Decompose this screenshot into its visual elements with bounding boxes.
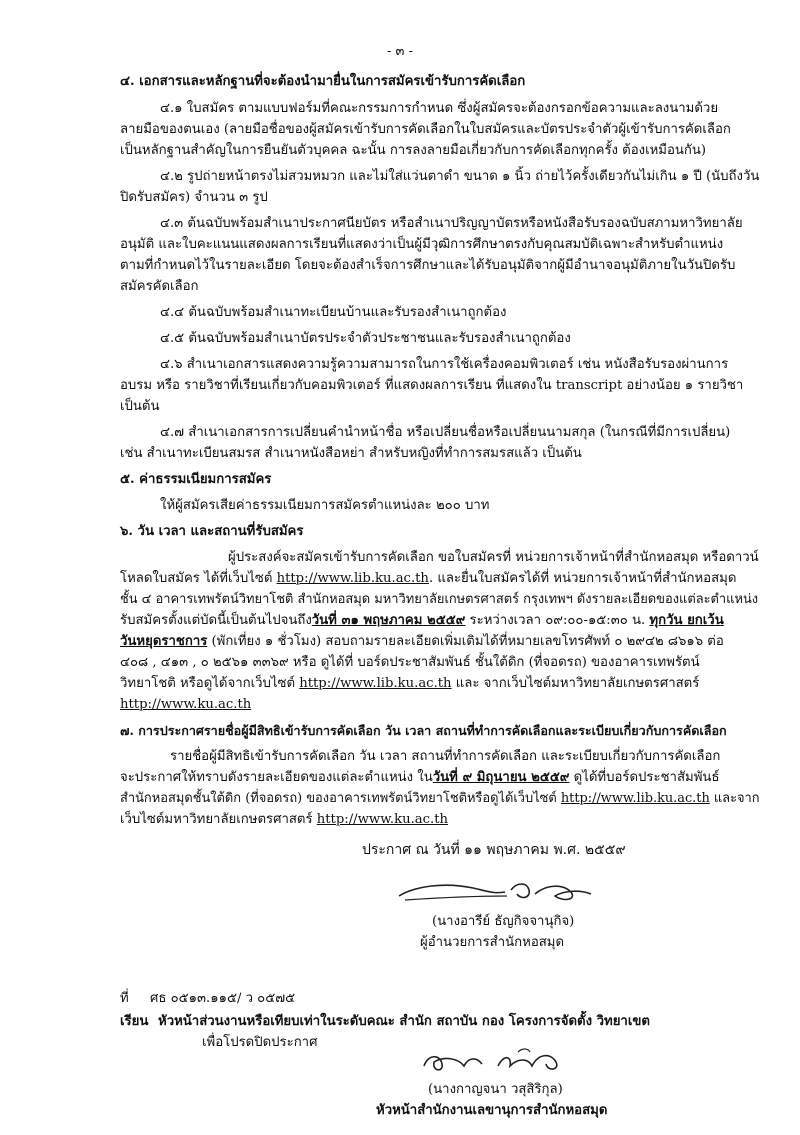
section7-line2-text-a: จะประกาศให้ทราบดังรายละเอียดของแต่ละตำแหน่ง ใน bbox=[120, 770, 433, 785]
section6-line3: ชั้น ๔ อาคารเทพรัตน์วิทยาโชติ สำนักหอสมุด มหาวิทยาลัยเกษตรศาสตร์ กรุงเทพฯ ดังรายละเอียดของแต่ละตำแหน่ง bbox=[120, 592, 759, 607]
holiday-text: วันหยุดราชการ bbox=[120, 634, 208, 649]
ku-website-link[interactable]: http://www.ku.ac.th bbox=[120, 697, 252, 712]
section4-item7-line2: เช่น สำเนาทะเบียนสมรส สำเนาหนังสือหย่า สำหรับหญิงที่ทำการสมรสแล้ว เป็นต้น bbox=[120, 446, 582, 461]
section6-line4-text-a: รับสมัครตั้งแต่บัดนี้เป็นต้นไปจนถึง bbox=[120, 613, 312, 628]
section4-item3-line2: อนุมัติ และใบคะแนนแสดงผลการเรียนที่แสดงว่าเป็นผู้มีวุฒิการศึกษาตรงกับคุณสมบัติเฉพาะสำหรับตำแหน่ง bbox=[120, 237, 724, 252]
lib-website-link-2[interactable]: http://www.lib.ku.ac.th bbox=[299, 676, 452, 691]
section7-line3-text-a: สำนักหอสมุดชั้นใต้ดิก (ที่จอดรถ) ของอาคารเทพรัตน์วิทยาโชติหรือดูได้เว็บไซต์ bbox=[120, 791, 561, 806]
section6-line6: ๔๐๘ , ๔๑๓ , ๐ ๒๕๖๑ ๓๓๖๙ หรือ ดูได้ที่ บอร์ดประชาสัมพันธ์ ชั้นใต้ดิก (ที่จอดรถ) ของอาคารเทพรัตน์ bbox=[120, 655, 700, 670]
section4-item6-line2: อบรม หรือ รายวิชาที่เรียนเกี่ยวกับคอมพิวเตอร์ ที่แสดงผลการเรียน ที่แสดงใน transcript อย่างน้อย ๑ รายวิชา bbox=[120, 378, 744, 393]
section4-item1-line2: ลายมือของตนเอง (ลายมือชื่อของผู้สมัครเข้ารับการคัดเลือกในใบสมัครและบัตรประจำตัวผู้เข้ารับการคัดเลือก bbox=[120, 122, 731, 137]
announcement-date: ประกาศ ณ วันที่ ๑๑ พฤษภาคม พ.ศ. ๒๕๕๙ bbox=[362, 842, 626, 858]
every-day-except: ทุกวัน ยกเว้น bbox=[649, 613, 724, 628]
section7-line4-text-a: เว็บไซต์มหาวิทยาลัยเกษตรศาสตร์ bbox=[120, 812, 317, 827]
section4-item1-line1: ๔.๑ ใบสมัคร ตามแบบฟอร์มที่คณะกรรมการกำหนด ซึ่งผู้สมัครจะต้องกรอกข้อความและลงนามด้วย bbox=[160, 101, 719, 116]
director-name: (นางอารีย์ ธัญกิจจานุกิจ) bbox=[432, 914, 575, 929]
section4-item2-line2: ปิดรับสมัคร) จำนวน ๓ รูป bbox=[120, 190, 268, 205]
section4-item3-line3: ตามที่กำหนดไว้ในรายละเอียด โดยจะต้องสำเร็จการศึกษาและได้รับอนุมัติจากผู้มีอำนาจอนุมัติภายในวันปิดรับ bbox=[120, 258, 736, 273]
announce-date: วันที่ ๙ มิถุนายน ๒๕๕๙ bbox=[432, 770, 570, 785]
section6-line5-text-b: (พักเที่ยง ๑ ชั่วโมง) สอบถามรายละเอียดเพิ่มเติมได้ที่หมายเลขโทรศัพท์ ๐ ๒๙๔๒ ๘๖๑๖ ต่อ bbox=[207, 634, 724, 649]
section4-item7-line1: ๔.๗ สำเนาเอกสารการเปลี่ยนคำนำหน้าชื่อ หรือเปลี่ยนชื่อหรือเปลี่ยนนามสกุล (ในกรณีที่มีการเปลี่ยน) bbox=[160, 425, 731, 440]
section7-line3-text-b: และจาก bbox=[709, 791, 760, 806]
lib-website-link-3[interactable]: http://www.lib.ku.ac.th bbox=[560, 791, 710, 806]
section6-line1: ผู้ประสงค์จะสมัครเข้ารับการคัดเลือก ขอใบสมัครที่ หน่วยการเจ้าหน้าที่สำนักหอสมุด หรือดาวน์ bbox=[228, 550, 759, 565]
ku-website-link-2[interactable]: http://www.ku.ac.th bbox=[316, 812, 449, 827]
secretary-signature bbox=[418, 1044, 578, 1078]
section4-item3-line4: สมัครคัดเลือก bbox=[120, 279, 199, 294]
section6-line7 bbox=[120, 675, 699, 692]
section6-line7-text-b: และ จากเว็บไซต์มหาวิทยาลัยเกษตรศาสตร์ bbox=[451, 676, 700, 691]
ref-label: ที่ bbox=[120, 991, 129, 1006]
section4-heading: ๔. เอกสารและหลักฐานที่จะต้องนำมายื่นในการสมัครเข้ารับการคัดเลือก bbox=[120, 74, 526, 89]
secretary-name: (นางกาญจนา วสุสิริกุล) bbox=[428, 1082, 563, 1097]
to-label: เรียน bbox=[120, 1014, 149, 1029]
closing-date: วันที่ ๓๑ พฤษภาคม ๒๕๕๙ bbox=[311, 613, 466, 628]
section6-line4-text-b: ระหว่างเวลา ๐๙:๐๐-๑๕:๓๐ น. bbox=[465, 613, 650, 628]
section7-line4 bbox=[120, 811, 448, 828]
secretary-title: หัวหน้าสำนักงานเลขานุการสำนักหอสมุด bbox=[376, 1103, 608, 1118]
section6-line2 bbox=[120, 570, 736, 587]
lib-website-link[interactable]: http://www.lib.ku.ac.th bbox=[276, 571, 429, 586]
section6-line7-text-a: วิทยาโชติ หรือดูได้จากเว็บไซต์ bbox=[120, 676, 300, 691]
section7-line2 bbox=[120, 769, 719, 786]
to-note: เพื่อโปรดปิดประกาศ bbox=[202, 1035, 318, 1050]
section4-item6-line1: ๔.๖ สำเนาเอกสารแสดงความรู้ความสามารถในการใช้เครื่องคอมพิวเตอร์ เช่น หนังสือรับรองผ่านการ bbox=[160, 357, 729, 372]
director-title: ผู้อำนวยการสำนักหอสมุด bbox=[420, 935, 565, 950]
section4-item3-line1: ๔.๓ ต้นฉบับพร้อมสำเนาประกาศนียบัตร หรือสำเนาปริญญาบัตรหรือหนังสือรับรองฉบับสภามหาวิทยาลัย bbox=[160, 216, 743, 231]
section5-heading: ๕. ค่าธรรมเนียมการสมัคร bbox=[120, 472, 272, 487]
section4-item6-line3: เป็นต้น bbox=[120, 399, 160, 414]
section6-line2-text-b: . และยื่นใบสมัครได้ที่ หน่วยการเจ้าหน้าที่สำนักหอสมุด bbox=[428, 571, 737, 586]
ref-number: ศธ ๐๕๑๓.๑๑๕/ ว ๐๕๗๕ bbox=[150, 991, 296, 1006]
section4-item1-line3: เป็นหลักฐานสำคัญในการยืนยันตัวบุคคล ฉะนั้น การลงลายมือเกี่ยวกับการคัดเลือกทุกครั้ง ต้องเหมือนกัน) bbox=[120, 143, 707, 158]
section6-line2-text-a: โหลดใบสมัคร ได้ที่เว็บไซต์ bbox=[120, 571, 277, 586]
section7-line1: รายชื่อผู้มีสิทธิเข้ารับการคัดเลือก วัน เวลา สถานที่ทำการคัดเลือก และระเบียบเกี่ยวกับการคัดเลือก bbox=[170, 749, 721, 764]
section4-item5: ๔.๕ ต้นฉบับพร้อมสำเนาบัตรประจำตัวประชาชนและรับรองสำเนาถูกต้อง bbox=[160, 331, 571, 346]
page-number: - ๓ - bbox=[387, 44, 413, 59]
section5-text: ให้ผู้สมัครเสียค่าธรรมเนียมการสมัครตำแหน่งละ ๒๐๐ บาท bbox=[160, 498, 490, 513]
section6-line4 bbox=[120, 612, 724, 629]
section4-item4: ๔.๔ ต้นฉบับพร้อมสำเนาทะเบียนบ้านและรับรองสำเนาถูกต้อง bbox=[160, 305, 507, 320]
section7-line3 bbox=[120, 790, 760, 807]
section7-heading: ๗. การประกาศรายชื่อผู้มีสิทธิเข้ารับการคัดเลือก วัน เวลา สถานที่ทำการคัดเลือกและระเบียบเกี่ยวกับการคัดเลือก bbox=[120, 723, 727, 738]
director-signature bbox=[395, 872, 595, 908]
section6-heading: ๖. วัน เวลา และสถานที่รับสมัคร bbox=[120, 524, 304, 539]
section4-item2-line1: ๔.๒ รูปถ่ายหน้าตรงไม่สวมหมวก และไม่ใส่แว่นตาดำ ขนาด ๑ นิ้ว ถ่ายไว้ครั้งเดียวกันไม่เกิน ๑ ปี (นับถึงวัน bbox=[160, 169, 760, 184]
section7-line2-text-b: ดูได้ที่บอร์ดประชาสัมพันธ์ bbox=[569, 770, 720, 785]
to-text: หัวหน้าส่วนงานหรือเทียบเท่าในระดับคณะ สำนัก สถาบัน กอง โครงการจัดตั้ง วิทยาเขต bbox=[158, 1014, 650, 1029]
section6-line5 bbox=[120, 633, 724, 650]
